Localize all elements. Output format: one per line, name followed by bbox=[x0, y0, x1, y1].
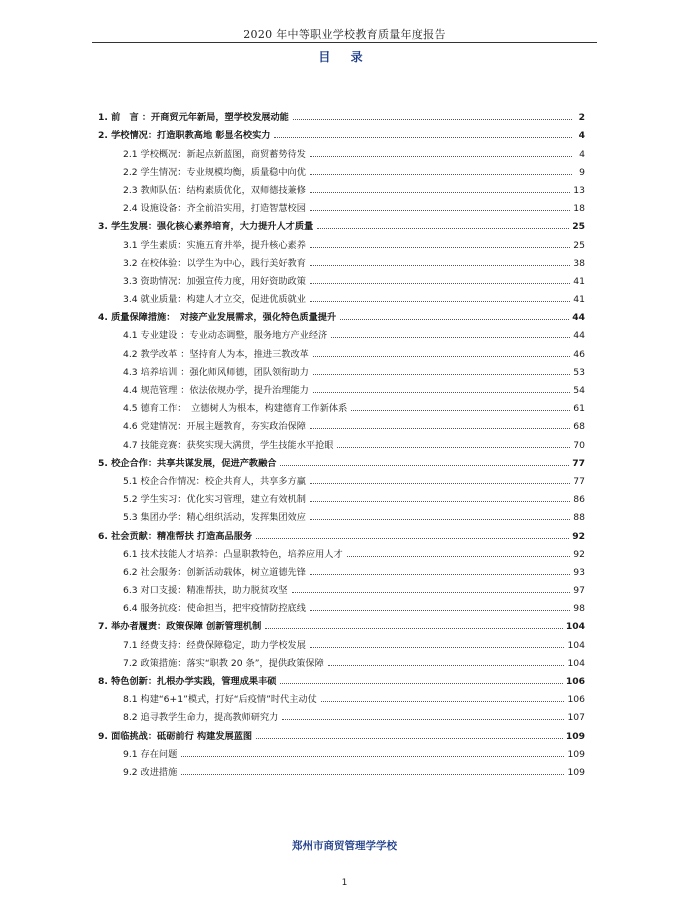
toc-entry-page: 104 bbox=[567, 657, 585, 669]
toc-entry-page: 98 bbox=[573, 603, 585, 615]
toc-entry-page: 92 bbox=[573, 548, 585, 560]
toc-entry-number: 4.4 bbox=[123, 385, 138, 396]
toc-entry-text: 学校情况：打造职教高地 彰显名校实力 bbox=[111, 130, 271, 142]
toc-entry-text: 学校概况：新起点新蓝图，商贸蓄势待发 bbox=[140, 148, 306, 160]
toc-dot-leader bbox=[310, 192, 570, 193]
toc-entry-label bbox=[123, 291, 308, 305]
toc-entry-page: 106 bbox=[565, 676, 585, 687]
toc-entry-text: 社会贡献：精准帮扶 打造高品服务 bbox=[111, 530, 253, 542]
toc-entry-number: 6.3 bbox=[123, 585, 138, 597]
toc-entry-text: 资助情况：加强宣传力度，用好资助政策 bbox=[140, 275, 306, 287]
toc-entry-number: 1. bbox=[98, 112, 108, 124]
toc-entry-label bbox=[123, 146, 308, 160]
toc-entry-page: 38 bbox=[573, 257, 585, 269]
toc-entry-text: 特色创新：扎根办学实践，管理成果丰硕 bbox=[111, 676, 277, 687]
toc-entry-label bbox=[123, 709, 280, 723]
toc-subsection-row[interactable] bbox=[98, 632, 585, 650]
toc-entry-number: 6. bbox=[98, 530, 108, 542]
toc-entry-label bbox=[123, 582, 290, 596]
toc-entry-number: 7.1 bbox=[123, 639, 138, 651]
toc-dot-leader bbox=[310, 501, 570, 502]
toc-dot-leader bbox=[181, 756, 564, 757]
toc-entry-text: 质量保障措施： 对接产业发展需求，强化特色质量提升 bbox=[111, 312, 337, 324]
toc-entry-page: 92 bbox=[572, 530, 585, 542]
toc-entry-number: 5. bbox=[98, 457, 108, 469]
toc-entry-page: 13 bbox=[573, 184, 585, 196]
toc-section-row[interactable] bbox=[98, 305, 585, 323]
toc-dot-leader bbox=[310, 610, 570, 611]
toc-entry-label bbox=[123, 364, 311, 378]
toc-entry-number: 4.3 bbox=[123, 366, 138, 378]
toc-entry-label bbox=[123, 200, 308, 214]
toc-dot-leader bbox=[351, 410, 570, 411]
toc-entry-number: 5.3 bbox=[123, 512, 138, 524]
toc-entry-label bbox=[98, 109, 291, 123]
toc-entry-label bbox=[98, 455, 278, 469]
toc-entry-page: 41 bbox=[573, 275, 585, 287]
toc-subsection-row[interactable] bbox=[98, 469, 585, 487]
toc-subsection-row[interactable] bbox=[98, 414, 585, 432]
toc-entry-number: 2.2 bbox=[123, 166, 138, 178]
toc-entry-text: 在校体验：以学生为中心，践行美好教育 bbox=[140, 257, 306, 269]
toc-entry-number: 2.3 bbox=[123, 184, 138, 196]
toc-dot-leader bbox=[340, 319, 569, 320]
toc-subsection-row[interactable] bbox=[98, 760, 585, 778]
toc-dot-leader bbox=[293, 119, 572, 120]
toc-entry-text: 构建“6+1”模式，打好“后疫情”时代主动仗 bbox=[140, 694, 317, 706]
toc-subsection-row[interactable] bbox=[98, 432, 585, 450]
toc-subsection-row[interactable] bbox=[98, 251, 585, 269]
toc-entry-page: 86 bbox=[573, 494, 585, 506]
toc-entry-number: 2. bbox=[98, 130, 108, 142]
toc-entry-text: 教师队伍：结构素质优化，双师德技兼修 bbox=[140, 184, 306, 196]
toc-dot-leader bbox=[292, 592, 571, 593]
toc-subsection-row[interactable] bbox=[98, 141, 585, 159]
toc-dot-leader bbox=[282, 719, 564, 720]
toc-subsection-row[interactable] bbox=[98, 560, 585, 578]
toc-dot-leader bbox=[313, 374, 570, 375]
toc-subsection-row[interactable] bbox=[98, 705, 585, 723]
toc-dot-leader bbox=[280, 465, 569, 466]
toc-entry-page: 53 bbox=[573, 366, 585, 378]
toc-dot-leader bbox=[256, 538, 569, 539]
toc-entry-page: 18 bbox=[573, 203, 585, 215]
toc-subsection-row[interactable] bbox=[98, 578, 585, 596]
toc-section-row[interactable] bbox=[98, 614, 585, 632]
toc-entry-text: 培养培训 ：强化师风师德，团队领衔助力 bbox=[140, 366, 309, 378]
toc-dot-leader bbox=[310, 247, 570, 248]
toc-entry-label bbox=[98, 218, 315, 232]
toc-dot-leader bbox=[280, 683, 562, 684]
toc-subsection-row[interactable] bbox=[98, 269, 585, 287]
toc-entry-number: 4.1 bbox=[123, 330, 138, 342]
toc-entry-page: 88 bbox=[573, 512, 585, 524]
toc-dot-leader bbox=[274, 137, 572, 138]
toc-entry-number: 3.4 bbox=[123, 294, 138, 306]
table-of-contents bbox=[98, 105, 585, 778]
toc-entry-label bbox=[123, 600, 308, 614]
toc-entry-label bbox=[123, 327, 329, 341]
toc-subsection-row[interactable] bbox=[98, 341, 585, 359]
toc-title: 目 录 bbox=[318, 50, 371, 64]
toc-entry-number: 9.1 bbox=[123, 748, 138, 760]
toc-entry-text: 学生情况：专业规模均衡，质量稳中向优 bbox=[140, 166, 306, 178]
toc-entry-page: 46 bbox=[573, 348, 585, 360]
toc-subsection-row[interactable] bbox=[98, 487, 585, 505]
toc-dot-leader bbox=[310, 647, 565, 648]
toc-entry-text: 专业建设 ：专业动态调整，服务地方产业经济 bbox=[140, 330, 328, 342]
toc-entry-label bbox=[98, 673, 278, 687]
toc-entry-page: 109 bbox=[567, 748, 585, 760]
toc-entry-number: 8.1 bbox=[123, 694, 138, 706]
toc-entry-text: 经费支持：经费保障稳定，助力学校发展 bbox=[140, 639, 306, 651]
toc-entry-text: 学生发展：强化核心素养培育，大力提升人才质量 bbox=[111, 221, 314, 233]
toc-entry-page: 93 bbox=[573, 566, 585, 578]
toc-entry-page: 54 bbox=[573, 385, 585, 396]
toc-entry-page: 44 bbox=[572, 312, 585, 324]
toc-entry-page: 4 bbox=[578, 130, 585, 142]
toc-subsection-row[interactable] bbox=[98, 651, 585, 669]
toc-subsection-row[interactable] bbox=[98, 196, 585, 214]
toc-entry-label bbox=[98, 728, 254, 742]
toc-section-row[interactable] bbox=[98, 214, 585, 232]
toc-entry-label bbox=[123, 418, 308, 432]
toc-subsection-row[interactable] bbox=[98, 378, 585, 396]
toc-entry-page: 109 bbox=[565, 730, 585, 742]
toc-subsection-row[interactable] bbox=[98, 396, 585, 414]
toc-entry-page: 4 bbox=[579, 148, 585, 160]
toc-entry-label bbox=[98, 127, 272, 141]
toc-entry-text: 追寻教学生命力，提高教师研究力 bbox=[140, 712, 279, 724]
toc-dot-leader bbox=[265, 628, 563, 629]
toc-dot-leader bbox=[310, 301, 570, 302]
toc-entry-page: 44 bbox=[573, 330, 585, 342]
toc-entry-label bbox=[123, 473, 308, 487]
toc-entry-number: 9.2 bbox=[123, 766, 138, 778]
toc-entry-page: 106 bbox=[567, 694, 585, 706]
toc-entry-label bbox=[123, 273, 308, 287]
toc-dot-leader bbox=[337, 447, 570, 448]
toc-subsection-row[interactable] bbox=[98, 505, 585, 523]
toc-entry-text: 学生素质：实施五育并举，提升核心素养 bbox=[140, 239, 306, 251]
toc-dot-leader bbox=[317, 228, 569, 229]
toc-entry-number: 4.2 bbox=[123, 348, 138, 360]
toc-entry-label bbox=[123, 182, 308, 196]
toc-entry-label bbox=[123, 546, 345, 560]
toc-entry-page: 70 bbox=[573, 439, 585, 451]
toc-entry-label bbox=[98, 309, 338, 323]
toc-subsection-row[interactable] bbox=[98, 742, 585, 760]
toc-entry-text: 设施设备：齐全前沿实用，打造智慧校园 bbox=[140, 203, 306, 215]
toc-entry-page: 2 bbox=[578, 112, 585, 124]
toc-dot-leader bbox=[310, 210, 570, 211]
toc-subsection-row[interactable] bbox=[98, 287, 585, 305]
toc-entry-page: 25 bbox=[573, 239, 585, 251]
toc-entry-number: 6.4 bbox=[123, 603, 138, 615]
toc-entry-page: 109 bbox=[567, 766, 585, 778]
toc-entry-number: 3. bbox=[98, 221, 108, 233]
toc-dot-leader bbox=[331, 337, 570, 338]
toc-entry-text: 技术技能人才培养：凸显职教特色，培养应用人才 bbox=[140, 548, 343, 560]
toc-entry-number: 7. bbox=[98, 621, 108, 633]
toc-entry-number: 4.7 bbox=[123, 439, 138, 451]
toc-entry-label bbox=[98, 618, 263, 632]
toc-entry-text: 学生实习：优化实习管理，建立有效机制 bbox=[140, 494, 306, 506]
toc-section-row[interactable] bbox=[98, 723, 585, 741]
toc-dot-leader bbox=[310, 483, 570, 484]
toc-entry-label bbox=[123, 637, 308, 651]
toc-entry-label bbox=[123, 255, 308, 269]
toc-entry-number: 5.1 bbox=[123, 475, 138, 487]
toc-entry-number: 8.2 bbox=[123, 712, 138, 724]
toc-subsection-row[interactable] bbox=[98, 542, 585, 560]
toc-subsection-row[interactable] bbox=[98, 178, 585, 196]
toc-section-row[interactable] bbox=[98, 451, 585, 469]
toc-entry-text: 规范管理 ：依法依规办学，提升治理能力 bbox=[140, 385, 309, 396]
toc-entry-page: 104 bbox=[567, 639, 585, 651]
toc-entry-number: 2.4 bbox=[123, 203, 138, 215]
toc-entry-label bbox=[123, 164, 308, 178]
toc-entry-text: 集团办学：精心组织活动，发挥集团效应 bbox=[140, 512, 306, 524]
toc-entry-text: 校企合作：共享共谋发展，促进产教融合 bbox=[111, 457, 277, 469]
toc-entry-page: 41 bbox=[573, 294, 585, 306]
toc-entry-number: 3.2 bbox=[123, 257, 138, 269]
toc-entry-number: 4.5 bbox=[123, 403, 138, 415]
toc-entry-text: 存在问题 bbox=[140, 748, 178, 760]
toc-entry-text: 校企合作情况：校企共育人，共享多方赢 bbox=[140, 475, 306, 487]
toc-entry-label bbox=[123, 400, 349, 414]
toc-entry-label bbox=[123, 346, 311, 360]
toc-entry-page: 77 bbox=[572, 457, 585, 469]
school-name: 郑州市商贸管理学学校 bbox=[292, 840, 397, 852]
toc-entry-page: 68 bbox=[573, 421, 585, 433]
toc-entry-text: 党建情况：开展主题教育，夯实政治保障 bbox=[140, 421, 306, 433]
toc-entry-text: 社会服务：创新活动载体，树立道德先锋 bbox=[140, 566, 306, 578]
toc-entry-label bbox=[123, 237, 308, 251]
toc-entry-number: 6.2 bbox=[123, 566, 138, 578]
toc-entry-text: 教学改革 ：坚持育人为本，推进三教改革 bbox=[140, 348, 309, 360]
toc-entry-page: 97 bbox=[573, 585, 585, 597]
toc-entry-label bbox=[123, 655, 326, 669]
toc-dot-leader bbox=[310, 519, 570, 520]
toc-entry-number: 8. bbox=[98, 676, 108, 687]
page-number: 1 bbox=[341, 878, 348, 888]
toc-entry-label bbox=[123, 691, 319, 705]
toc-entry-label bbox=[123, 437, 335, 451]
toc-entry-text: 改进措施 bbox=[140, 766, 178, 778]
toc-subsection-row[interactable] bbox=[98, 687, 585, 705]
toc-subsection-row[interactable] bbox=[98, 323, 585, 341]
toc-entry-text: 政策措施：落实“职教 20 条”，提供政策保障 bbox=[140, 657, 324, 669]
toc-entry-number: 3.1 bbox=[123, 239, 138, 251]
toc-dot-leader bbox=[310, 283, 570, 284]
toc-entry-label bbox=[123, 382, 311, 396]
toc-entry-number: 5.2 bbox=[123, 494, 138, 506]
toc-subsection-row[interactable] bbox=[98, 596, 585, 614]
toc-dot-leader bbox=[310, 174, 572, 175]
toc-entry-text: 服务抗疫：使命担当，把牢疫情防控底线 bbox=[140, 603, 306, 615]
toc-dot-leader bbox=[321, 701, 565, 702]
toc-entry-label bbox=[123, 764, 179, 778]
toc-dot-leader bbox=[313, 356, 570, 357]
toc-entry-number: 3.3 bbox=[123, 275, 138, 287]
toc-subsection-row[interactable] bbox=[98, 360, 585, 378]
toc-entry-label bbox=[98, 528, 254, 542]
toc-entry-page: 77 bbox=[573, 475, 585, 487]
toc-subsection-row[interactable] bbox=[98, 232, 585, 250]
toc-entry-number: 7.2 bbox=[123, 657, 138, 669]
header-divider bbox=[92, 42, 597, 43]
toc-entry-label bbox=[123, 509, 308, 523]
toc-entry-label bbox=[123, 491, 308, 505]
toc-entry-text: 德育工作： 立德树人为根本，构建德育工作新体系 bbox=[140, 403, 348, 415]
toc-entry-page: 25 bbox=[572, 221, 585, 233]
toc-section-row[interactable] bbox=[98, 105, 585, 123]
toc-dot-leader bbox=[181, 774, 564, 775]
toc-dot-leader bbox=[310, 265, 570, 266]
toc-dot-leader bbox=[310, 156, 572, 157]
toc-entry-text: 技能竞赛：获奖实现大满贯，学生技能水平抢眼 bbox=[140, 439, 334, 451]
toc-entry-number: 2.1 bbox=[123, 148, 138, 160]
toc-section-row[interactable] bbox=[98, 123, 585, 141]
toc-entry-page: 104 bbox=[565, 621, 585, 633]
toc-dot-leader bbox=[310, 428, 570, 429]
toc-entry-page: 107 bbox=[567, 712, 585, 724]
toc-section-row[interactable] bbox=[98, 669, 585, 687]
toc-entry-label bbox=[123, 564, 308, 578]
toc-entry-label bbox=[123, 746, 179, 760]
toc-dot-leader bbox=[313, 392, 570, 393]
toc-dot-leader bbox=[328, 665, 565, 666]
page-header-title: 2020 年中等职业学校教育质量年度报告 bbox=[243, 28, 446, 41]
toc-entry-text: 对口支援：精准帮扶，助力脱贫攻坚 bbox=[140, 585, 288, 597]
toc-section-row[interactable] bbox=[98, 523, 585, 541]
toc-entry-number: 6.1 bbox=[123, 548, 138, 560]
toc-subsection-row[interactable] bbox=[98, 160, 585, 178]
toc-entry-number: 9. bbox=[98, 730, 108, 742]
toc-entry-number: 4. bbox=[98, 312, 108, 324]
toc-entry-text: 前 言 ：开商贸元年新局，塑学校发展动能 bbox=[111, 112, 289, 124]
toc-entry-text: 就业质量：构建人才立交，促进优质就业 bbox=[140, 294, 306, 306]
toc-entry-number: 4.6 bbox=[123, 421, 138, 433]
toc-entry-page: 61 bbox=[573, 403, 585, 415]
toc-dot-leader bbox=[310, 574, 570, 575]
toc-entry-text: 举办者履责：政策保障 创新管理机制 bbox=[111, 621, 262, 633]
toc-dot-leader bbox=[256, 738, 563, 739]
toc-entry-page: 9 bbox=[579, 166, 585, 178]
toc-entry-text: 面临挑战：砥砺前行 构建发展蓝图 bbox=[111, 730, 253, 742]
toc-dot-leader bbox=[347, 556, 571, 557]
